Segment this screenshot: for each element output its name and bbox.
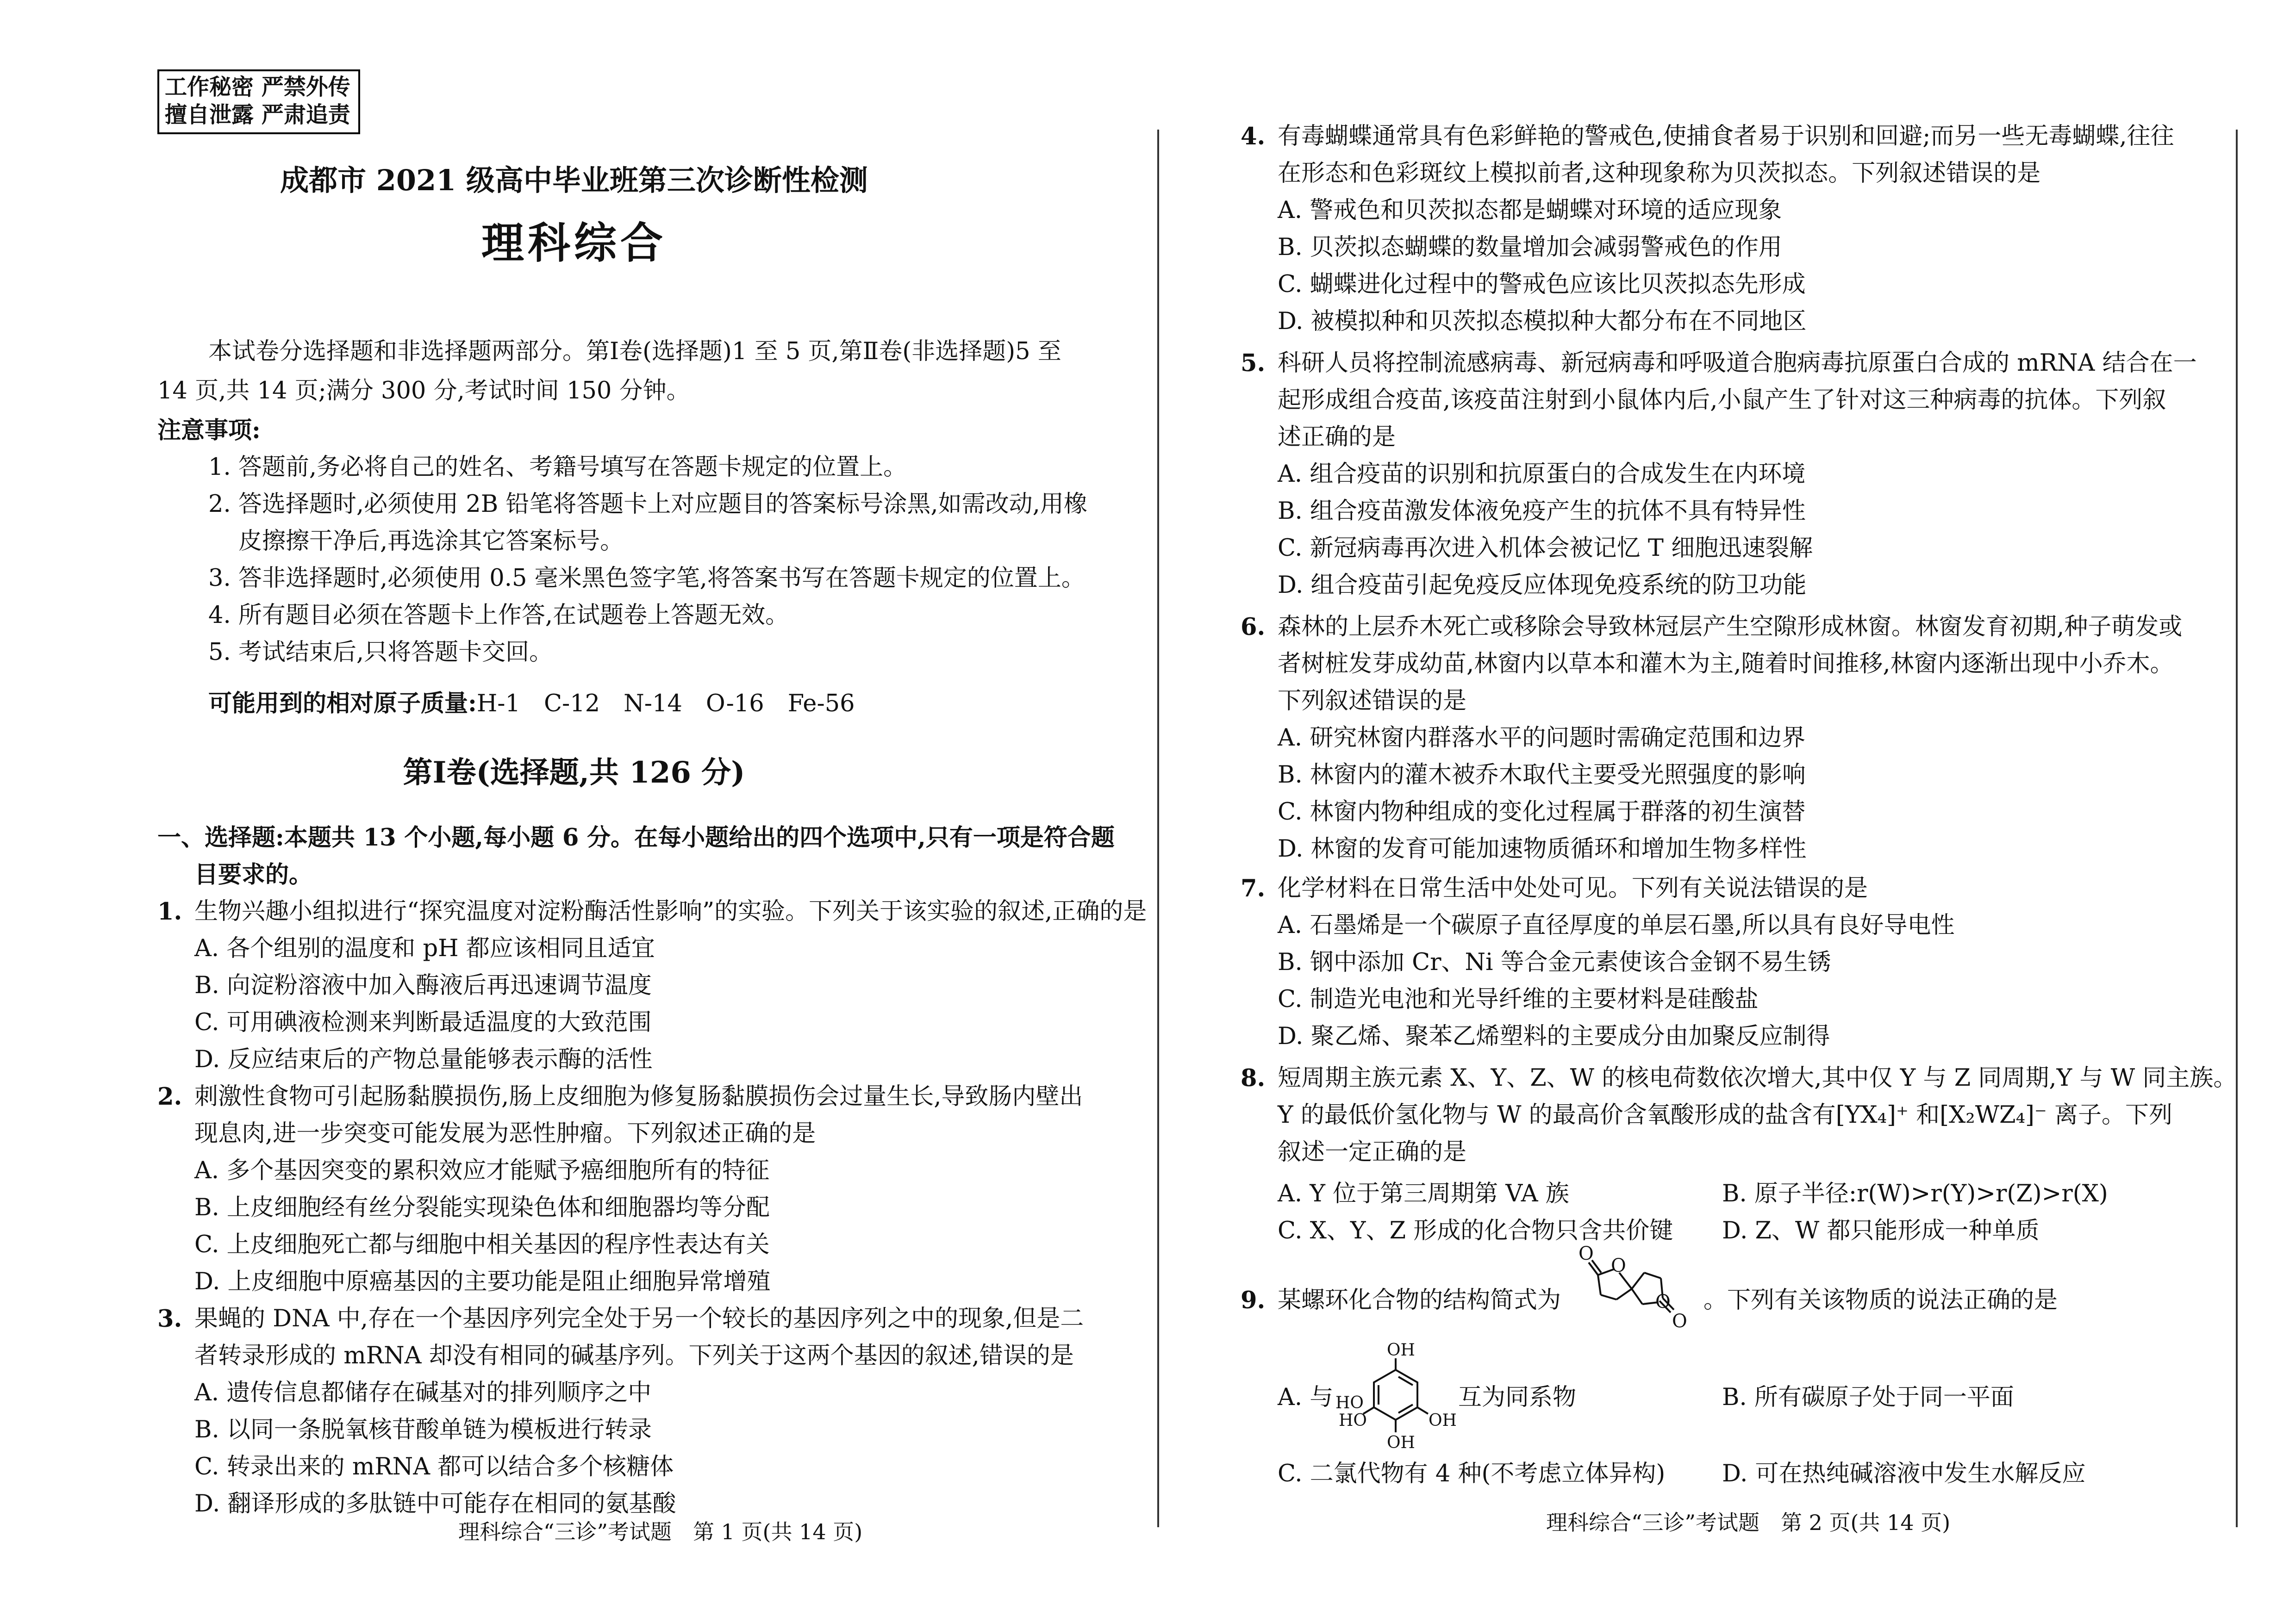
section-instruction-1: 一、选择题:本题共 13 个小题,每小题 6 分。在每小题给出的四个选项中,只有一项是符合题	[157, 824, 1115, 852]
note-3: 3. 答非选择题时,必须使用 0.5 毫米黑色签字笔,将答案书写在答题卡规定的位置上。	[208, 565, 1085, 592]
q5-stem-2: 起形成组合疫苗,该疫苗注射到小鼠体内后,小鼠产生了针对这三种病毒的抗体。下列叙	[1278, 386, 2166, 414]
notes-title: 注意事项:	[157, 417, 261, 444]
q7-number: 7.	[1241, 875, 1266, 902]
q7-stem: 化学材料在日常生活中处处可见。下列有关说法错误的是	[1278, 875, 1868, 902]
label-ho-left: HO	[1339, 1411, 1367, 1430]
label-oh-bottom: OH	[1387, 1433, 1415, 1452]
q3-stem-2: 者转录形成的 mRNA 却没有相同的碱基序列。下列关于这两个基因的叙述,错误的是	[194, 1342, 1074, 1369]
q8-option-b: B. 原子半径:r(W)>r(Y)>r(Z)>r(X)	[1722, 1180, 2108, 1207]
intro-line-2: 14 页,共 14 页;满分 300 分,考试时间 150 分钟。	[157, 377, 690, 404]
q7-option-b: B. 钢中添加 Cr、Ni 等合金元素使该合金钢不易生锈	[1278, 949, 1831, 976]
bond	[1616, 1289, 1632, 1300]
q7-option-c: C. 制造光电池和光导纤维的主要材料是硅酸盐	[1278, 986, 1759, 1013]
note-1: 1. 答题前,务必将自己的姓名、考籍号填写在答题卡规定的位置上。	[208, 454, 907, 481]
bond	[1632, 1273, 1644, 1289]
bond	[1632, 1289, 1642, 1304]
q1-number: 1.	[157, 898, 182, 926]
q8-option-d: D. Z、W 都只能形成一种单质	[1722, 1217, 2040, 1244]
q6-option-b: B. 林窗内的灌木被乔木取代主要受光照强度的影响	[1278, 761, 1806, 789]
q3-option-b: B. 以同一条脱氧核苷酸单链为模板进行转录	[194, 1416, 652, 1443]
label-ho-h: HO	[1335, 1393, 1364, 1412]
q5-stem-1: 科研人员将控制流感病毒、新冠病毒和呼吸道合胞病毒抗原蛋白合成的 mRNA 结合在一	[1278, 349, 2197, 377]
q5-option-c: C. 新冠病毒再次进入机体会被记忆 T 细胞迅速裂解	[1278, 535, 1813, 562]
q6-option-d: D. 林窗的发育可能加速物质循环和增加生物多样性	[1278, 835, 1807, 863]
q5-number: 5.	[1241, 349, 1266, 377]
q3-option-a: A. 遗传信息都储存在碱基对的排列顺序之中	[194, 1379, 652, 1406]
q8-option-c: C. X、Y、Z 形成的化合物只含共价键	[1278, 1217, 1673, 1244]
q4-option-d: D. 被模拟种和贝茨拟态模拟种大都分布在不同地区	[1278, 308, 1807, 335]
q6-stem-1: 森林的上层乔木死亡或移除会导致林冠层产生空隙形成林窗。林窗发育初期,种子萌发或	[1278, 613, 2183, 640]
benzene-ring	[1374, 1370, 1417, 1420]
q7-option-d: D. 聚乙烯、聚苯乙烯塑料的主要成分由加聚反应制得	[1278, 1023, 1830, 1050]
q5-stem-3: 述正确的是	[1278, 423, 1396, 451]
q3-option-c: C. 转录出来的 mRNA 都可以结合多个核糖体	[194, 1453, 674, 1480]
q9-number: 9.	[1241, 1287, 1266, 1314]
note-2: 2. 答选择题时,必须使用 2B 铅笔将答题卡上对应题目的答案标号涂黑,如需改动,用橡	[208, 491, 1087, 518]
q8-stem-3: 叙述一定正确的是	[1278, 1138, 1467, 1166]
q2-option-c: C. 上皮细胞死亡都与细胞中相关基因的程序性表达有关	[194, 1231, 770, 1258]
benzenetriol-structure	[1333, 1340, 1458, 1460]
q9-option-a-prefix: A. 与	[1278, 1384, 1334, 1411]
q1-option-b: B. 向淀粉溶液中加入酶液后再迅速调节温度	[194, 972, 652, 999]
q6-stem-3: 下列叙述错误的是	[1278, 687, 1467, 715]
q3-stem-1: 果蝇的 DNA 中,存在一个基因序列完全处于另一个较长的基因序列之中的现象,但是二	[194, 1305, 1084, 1332]
q1-option-d: D. 反应结束后的产物总量能够表示酶的活性	[194, 1046, 653, 1073]
part1-title: 第Ⅰ卷(选择题,共 126 分)	[403, 755, 745, 790]
page-2	[1148, 0, 2296, 1623]
q8-stem-2: Y 的最低价氢化物与 W 的最高价含氧酸形成的盐含有[YX₄]⁺ 和[X₂WZ₄]⁻ 离子。下列	[1278, 1101, 2173, 1129]
q1-stem: 生物兴趣小组拟进行“探究温度对淀粉酶活性影响”的实验。下列关于该实验的叙述,正确的是	[194, 898, 1147, 925]
q5-option-a: A. 组合疫苗的识别和抗原蛋白的合成发生在内环境	[1278, 460, 1806, 488]
intro-line-1: 本试卷分选择题和非选择题两部分。第Ⅰ卷(选择题)1 至 5 页,第Ⅱ卷(非选择题)5 至	[208, 338, 1061, 365]
footer-page-1: 理科综合“三诊”考试题 第 1 页(共 14 页)	[458, 1519, 863, 1544]
q9-option-c: C. 二氯代物有 4 种(不考虑立体异构)	[1278, 1460, 1666, 1487]
q6-option-c: C. 林窗内物种组成的变化过程属于群落的初生演替	[1278, 798, 1806, 826]
q8-stem-1: 短周期主族元素 X、Y、Z、W 的核电荷数依次增大,其中仅 Y 与 Z 同周期,Y 与 W 同主族。	[1278, 1064, 2237, 1092]
q8-option-a: A. Y 位于第三周期第 VA 族	[1278, 1180, 1569, 1207]
atomic-mass-values: H-1 C-12 N-14 O-16 Fe-56	[476, 690, 855, 717]
carbonyl-bond	[1589, 1262, 1598, 1275]
q6-option-a: A. 研究林窗内群落水平的问题时需确定范围和边界	[1278, 724, 1806, 752]
q2-option-d: D. 上皮细胞中原癌基因的主要功能是阻止细胞异常增殖	[194, 1268, 771, 1295]
atomic-mass	[208, 685, 855, 722]
exam-title: 成都市 2021 级高中毕业班第三次诊断性检测	[280, 163, 868, 197]
bond	[1601, 1295, 1616, 1300]
q2-option-a: A. 多个基因突变的累积效应才能赋予癌细胞所有的特征	[194, 1157, 770, 1184]
q7-option-a: A. 石墨烯是一个碳原子直径厚度的单层石墨,所以具有良好导电性	[1278, 912, 1955, 939]
note-5: 5. 考试结束后,只将答题卡交回。	[208, 639, 553, 666]
q4-number: 4.	[1241, 123, 1266, 150]
q5-option-b: B. 组合疫苗激发体液免疫产生的抗体不具有特异性	[1278, 497, 1806, 525]
bond	[1598, 1275, 1601, 1295]
q4-stem-1: 有毒蝴蝶通常具有色彩鲜艳的警戒色,使捕食者易于识别和回避;而另一些无毒蝴蝶,往往	[1278, 123, 2174, 150]
footer-page-2: 理科综合“三诊”考试题 第 2 页(共 14 页)	[1546, 1510, 1951, 1535]
label-oh-right: OH	[1429, 1411, 1457, 1430]
q2-number: 2.	[157, 1083, 182, 1111]
q9-stem-before: 某螺环化合物的结构简式为	[1278, 1287, 1561, 1314]
subject-title: 理科综合	[481, 218, 667, 268]
atom-o-top: O	[1578, 1243, 1594, 1264]
q9-stem-after: 。下列有关该物质的说法正确的是	[1703, 1287, 2058, 1314]
bond	[1644, 1273, 1661, 1278]
q3-option-d: D. 翻译形成的多肽链中可能存在相同的氨基酸	[194, 1490, 676, 1517]
q2-stem-2: 现息肉,进一步突变可能发展为恶性肿瘤。下列叙述正确的是	[194, 1120, 816, 1147]
stamp-line-1: 工作秘密 严禁外传	[165, 74, 350, 100]
spiro-compound-structure	[1565, 1240, 1699, 1337]
note-2-cont: 皮擦擦干净后,再选涂其它答案标号。	[238, 528, 624, 555]
q9-option-b: B. 所有碳原子处于同一平面	[1722, 1384, 2014, 1411]
q3-number: 3.	[157, 1305, 182, 1333]
q4-stem-2: 在形态和色彩斑纹上模拟前者,这种现象称为贝茨拟态。下列叙述错误的是	[1278, 160, 2041, 187]
q9-option-a-suffix: 互为同系物	[1458, 1384, 1577, 1411]
atom-o-ring-left: O	[1611, 1255, 1626, 1276]
q1-option-a: A. 各个组别的温度和 pH 都应该相同且适宜	[194, 935, 655, 962]
q6-number: 6.	[1241, 613, 1266, 641]
q4-option-b: B. 贝茨拟态蝴蝶的数量增加会减弱警戒色的作用	[1278, 234, 1782, 261]
note-4: 4. 所有题目必须在答题卡上作答,在试题卷上答题无效。	[208, 602, 789, 629]
q5-option-d: D. 组合疫苗引起免疫反应体现免疫系统的防卫功能	[1278, 572, 1807, 599]
q6-stem-2: 者树桩发芽成幼苗,林窗内以草本和灌木为主,随着时间推移,林窗内逐渐出现中小乔木。	[1278, 650, 2174, 678]
q4-option-c: C. 蝴蝶进化过程中的警戒色应该比贝茨拟态先形成	[1278, 271, 1806, 298]
atomic-mass-label: 可能用到的相对原子质量:	[208, 690, 477, 717]
q2-option-b: B. 上皮细胞经有丝分裂能实现染色体和细胞器均等分配	[194, 1194, 770, 1221]
atom-o-bottom: O	[1672, 1311, 1687, 1332]
q1-option-c: C. 可用碘液检测来判断最适温度的大致范围	[194, 1009, 652, 1036]
section-instruction-2: 目要求的。	[194, 861, 313, 889]
q2-stem-1: 刺激性食物可引起肠黏膜损伤,肠上皮细胞为修复肠黏膜损伤会过量生长,导致肠内壁出	[194, 1083, 1083, 1110]
atom-o-ring-right: O	[1655, 1291, 1671, 1312]
oh-bond	[1417, 1407, 1428, 1414]
label-oh-top: OH	[1387, 1341, 1415, 1360]
q8-number: 8.	[1241, 1064, 1266, 1092]
confidential-stamp	[157, 69, 360, 134]
stamp-line-2: 擅自泄露 严肃追责	[165, 102, 350, 128]
q4-option-a: A. 警戒色和贝茨拟态都是蝴蝶对环境的适应现象	[1278, 197, 1782, 224]
q9-option-d: D. 可在热纯碱溶液中发生水解反应	[1722, 1460, 2086, 1487]
